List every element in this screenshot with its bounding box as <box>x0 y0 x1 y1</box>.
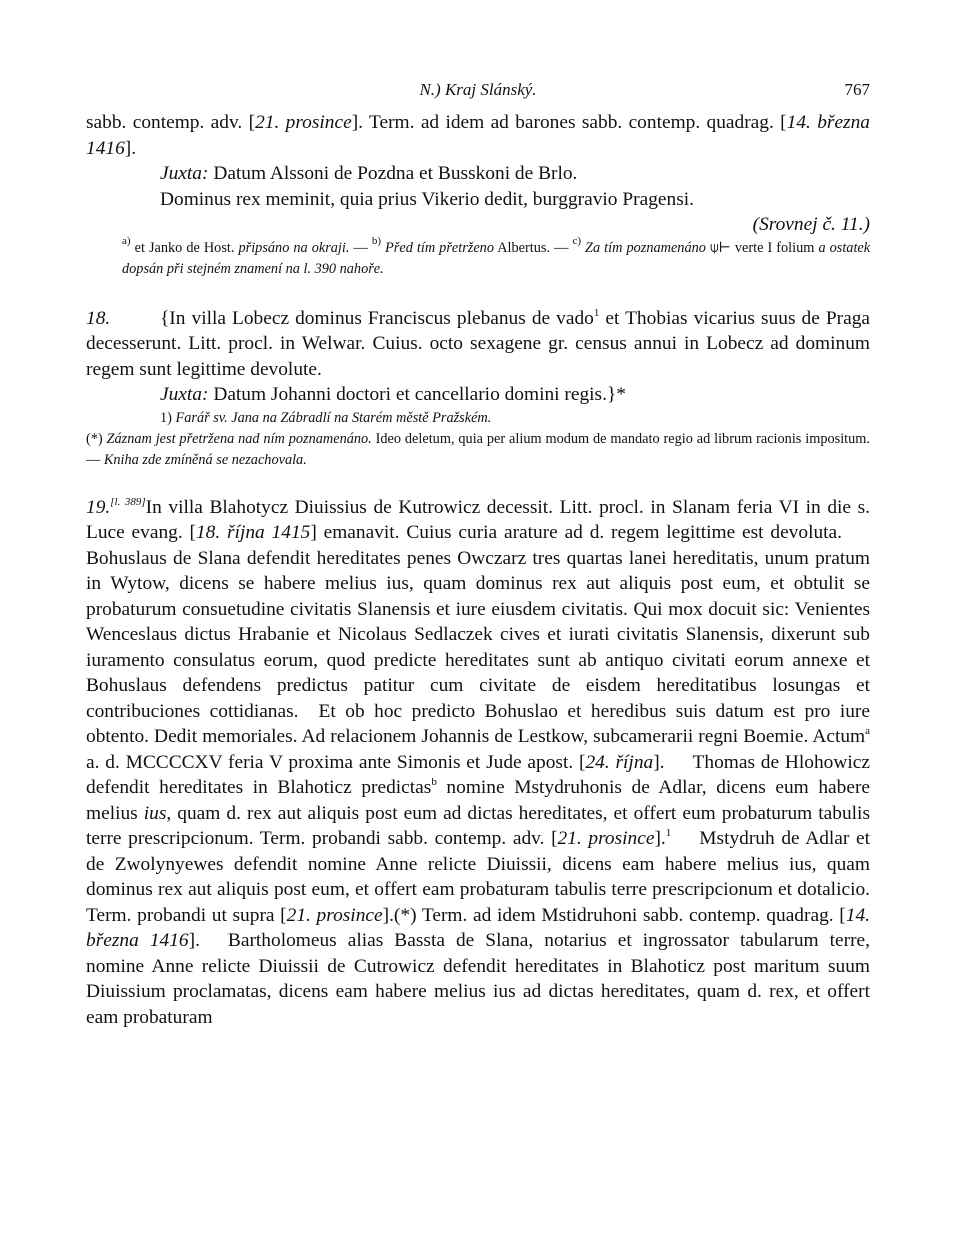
page-number: 767 <box>844 80 870 99</box>
juxta-line: Juxta: Datum Alssoni de Pozdna et Busskoni de Brlo. <box>160 163 578 184</box>
entry-19 <box>86 495 870 1031</box>
folio-reference: [l. 389] <box>110 495 146 508</box>
entry-number: 19. <box>86 496 111 518</box>
juxta-line: Juxta: Datum Johanni doctori et cancellario domini regis.}* <box>160 384 626 405</box>
document-page <box>86 80 870 1030</box>
entry-18-footnotes: 1) Farář sv. Jana na Zábradlí na Starém městě Pražském. (*) Záznam jest přetržena nad ním poznamenáno. Ideo deletum, quia per alium modum de mandato regio ad librum racionis impositum. — Kniha zde zmíněná se nezachovala. <box>86 409 870 468</box>
entry-17-footnotes: $^{a)}$ et Janko de Host. připsáno na okraji. — $^{b)}$ Před tím přetrženo Albertus. — $^{c)}$ Za tím poznamenáno ⍦⊢ verte I folium a ostatek dopsán při stejném znamení na l. 390 nahoře. <box>122 234 871 277</box>
paragraph: 18. {In villa Lobecz dominus Franciscus plebanus de vado$^1$ et Thobias vicarius suus de Praga decesserunt. Litt. procl. in Welwar. Cuius. octo sexagene gr. census annui in Lobecz ad dominum regem sunt legittime devolute. <box>86 306 871 380</box>
entry-number: 18. <box>86 307 111 329</box>
entry-17-continuation <box>86 110 870 238</box>
date: 21. prosince <box>286 904 383 926</box>
paragraph: sabb. contemp. adv. [21. prosince]. Term. ad idem ad barones sabb. contemp. quadrag. [14. března 1416]. <box>86 112 870 159</box>
date: 18. října 1415 <box>195 522 311 543</box>
running-header <box>86 80 870 110</box>
margin-sign-icon: ⍦⊢ <box>709 239 731 256</box>
date: 24. října <box>585 751 654 773</box>
running-title: N.) Kraj Slánský. <box>419 80 537 99</box>
paragraph: 19.[l. 389]In villa Blahotycz Diuissius de Kutrowicz decessit. Litt. procl. in Slanam feria VI in die s. Luce evang. [18. října 1415] emanavit. Cuius curia arature ad d. regem legittime est devoluta.Bohuslaus de Slana defendit hereditates penes Owczarz tres quartas lanei hereditatis, unum pratum in Wytow, dicens se habere melius ius, quam dominus rex aut aliquis post eum, et obtulit se probaturum consuetudine civitatis Slanensis et iure eiusdem civitatis. Qui mox docuit sic: Venientes Wenceslaus dictus Hrabanie et Nicolaus Sedlaczek cives et iurati civitatis Slanensis, dixerunt sub iuramento consulatus eorum, quod predicte hereditates sunt ab antiquo civitati eorum annexe et Bohuslaus defendens predictus patitur cum civitate de eisdem hereditatibus losungas et contribuciones cottidianas. Et ob hoc predicto Bohuslao et heredibus suis datum est pro iure obtento. Dedit memoriales. Ad relacionem Johannis de Lestkow, subcamerarii regni Boemie. Actum$^a$ a. d. MCCCCXV feria V proxima ante Simonis et Jude apost. [24. října]. Thomas de Hlohowicz defendit hereditates in Blahoticz predictas$^b$ nomine Mstydruhonis de Adlar, dicens eum habere melius ius, quam d. rex aut aliquis post eum ad dictas hereditates, et offert eum probaturum tabulis terre prescripcionum. Term. probandi sabb. contemp. adv. [21. prosince].$^1$ Mstydruh de Adlar et de Zwolynyewes defendit nomine Anne relicte Diuissii, dicens eam habere melius ius, quam dominus rex aut aliquis post eum, et offert eam probaturam tabulis terre prescripcionum et dotalicio. Term. probandi ut supra [21. prosince].(*) Term. ad idem Mstidruhoni sabb. contemp. quadrag. [14. března 1416]. Bartholomeus alias Bassta de Slana, notarius et ingrossator tabularum terre, nomine Anne relicte Diuissii de Cutrowicz defendit hereditates in Blahoticz post maritum suum Diuissium proclamatas, dicens eam habere melius ius ad dictas hereditates, quam d. rex, et offert eam probaturam <box>86 495 871 1028</box>
date: 14. března 1416 <box>86 904 870 951</box>
entry-18 <box>86 306 870 408</box>
dominus-note: Dominus rex meminit, quia prius Vikerio dedit, burggravio Pragensi. <box>160 188 694 210</box>
cross-reference: (Srovnej č. 11.) <box>752 214 870 235</box>
date: 21. prosince <box>255 112 352 133</box>
date: 21. prosince <box>557 828 655 849</box>
date: 14. března 1416 <box>86 112 870 159</box>
